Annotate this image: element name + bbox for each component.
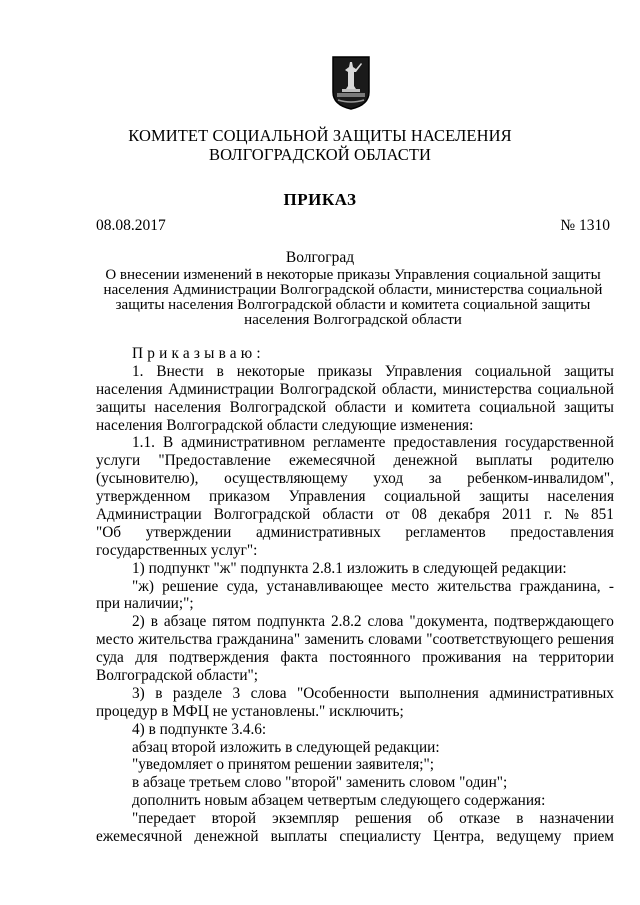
body-text: при наличии;"; xyxy=(96,595,194,613)
body-word: жительства xyxy=(437,577,512,595)
body-text: 4) в подпункте 3.4.6: xyxy=(132,720,267,738)
body-word: Волгоградской xyxy=(213,506,311,524)
body-line xyxy=(96,542,614,560)
body-word: защиты xyxy=(564,398,614,416)
body-word: ежемесячной xyxy=(96,828,183,846)
body-text: государственных услуг": xyxy=(96,541,258,559)
body-word: 1.1. xyxy=(132,434,155,452)
body-word: Центра, xyxy=(433,828,485,846)
subject-line: населения Волгоградской области xyxy=(244,312,462,328)
order-city: Волгоград xyxy=(285,249,355,266)
body-line xyxy=(96,828,614,846)
body-word: утверждении xyxy=(145,523,232,541)
order-date: 08.08.2017 xyxy=(96,217,166,234)
order-subject xyxy=(96,268,610,328)
body-text: процедур в МФЦ не установлены." исключить; xyxy=(96,702,404,720)
body-word: суда xyxy=(96,649,124,667)
body-word: социальной xyxy=(474,362,552,380)
body-word: "передает xyxy=(132,810,196,828)
body-word: для xyxy=(135,649,158,667)
body-word: населения xyxy=(96,380,163,398)
body-word: слова xyxy=(367,613,404,631)
body-word: Администрации xyxy=(168,380,274,398)
body-line xyxy=(96,363,614,381)
body-word: назначении xyxy=(539,810,614,828)
body-word: проживания xyxy=(422,649,502,667)
body-word: некоторые xyxy=(236,362,305,380)
body-word: предоставления xyxy=(393,434,497,452)
body-word: ежемесячной xyxy=(288,452,376,470)
body-word: в xyxy=(216,362,224,380)
body-word: гражданина" xyxy=(216,631,301,649)
body-word: в xyxy=(155,684,163,702)
body-word: административном xyxy=(181,434,305,452)
body-word: решение xyxy=(162,577,219,595)
body-word: области, xyxy=(381,380,437,398)
body-text: абзац второй изложить в следующей редакции: xyxy=(132,738,440,756)
body-word: "Об xyxy=(96,523,122,541)
body-word: решения xyxy=(557,631,614,649)
body-word: 3 xyxy=(232,684,241,702)
body-word: 08 xyxy=(411,506,427,524)
body-line xyxy=(96,488,614,506)
body-word: Волгоградской xyxy=(279,380,377,398)
body-word: приказом xyxy=(209,488,271,506)
body-word: населения xyxy=(154,398,221,416)
body-word: абзаце xyxy=(163,613,207,631)
body-word: области xyxy=(334,398,387,416)
body-word: утвержденном xyxy=(96,488,191,506)
body-word: словами xyxy=(368,631,422,649)
body-word: "Предоставление xyxy=(158,452,271,470)
body-word: слова xyxy=(250,684,287,702)
body-word: в xyxy=(516,810,524,828)
body-word: экземпляр xyxy=(272,810,339,828)
body-text: дополнить новым абзацем четвертым следующего содержания: xyxy=(132,792,546,810)
committee-name-line2: ВОЛГОГРАДСКОЙ ОБЛАСТИ xyxy=(208,145,432,164)
body-word: на xyxy=(512,649,528,667)
body-word: за xyxy=(428,470,442,488)
body-word: суда, xyxy=(226,577,259,595)
body-line xyxy=(96,524,614,542)
body-word: "документа, xyxy=(409,613,488,631)
body-word: осуществляющему xyxy=(224,470,348,488)
body-word: разделе xyxy=(172,684,223,702)
body-word: ведущему xyxy=(496,828,562,846)
body-word: Администрации xyxy=(96,506,202,524)
body-word: территории xyxy=(538,649,614,667)
body-word: 851 xyxy=(590,506,614,524)
body-word: выплаты xyxy=(270,828,328,846)
body-word: - xyxy=(608,577,614,595)
prikazyvayu-heading: Приказываю: xyxy=(132,345,265,362)
body-word: "ж) xyxy=(132,577,154,595)
body-word: денежной xyxy=(393,452,458,470)
body-word: 3) xyxy=(132,684,145,702)
order-title: ПРИКАЗ xyxy=(283,190,357,209)
body-word: министерства xyxy=(442,380,532,398)
body-word: постоянного xyxy=(329,649,411,667)
body-text: в абзаце третьем слово "второй" заменить словом "один"; xyxy=(132,774,508,792)
body-word: Волгоградской xyxy=(229,398,327,416)
body-word: родителю xyxy=(550,452,614,470)
body-word: решения xyxy=(355,810,412,828)
body-word: г. xyxy=(543,506,553,524)
body-word: комитета xyxy=(411,398,471,416)
body-word: гражданина, xyxy=(519,577,601,595)
body-word: выплаты xyxy=(475,452,533,470)
body-word: "соответствующего xyxy=(426,631,554,649)
body-word: второй xyxy=(211,810,257,828)
body-line xyxy=(96,452,614,470)
body-word: 2) xyxy=(132,613,145,631)
body-word: об xyxy=(427,810,444,828)
body-line xyxy=(96,613,614,631)
body-word: Управления xyxy=(384,362,462,380)
body-word: Внести xyxy=(156,362,204,380)
body-word: устанавливающее xyxy=(266,577,383,595)
body-word: защиты xyxy=(96,398,146,416)
body-line xyxy=(96,381,614,399)
body-text: 1) подпункт "ж" подпункта 2.8.1 изложить в следующей редакции: xyxy=(132,559,567,577)
body-word: регламенте xyxy=(312,434,386,452)
body-line xyxy=(96,649,614,667)
body-word: место xyxy=(391,577,429,595)
body-line xyxy=(96,399,614,417)
subject-line: населения Администрации Волгоградской области, министерства социальной xyxy=(103,282,603,298)
body-line xyxy=(96,506,614,524)
body-word: отказе xyxy=(459,810,501,828)
body-text: Волгоградской области"; xyxy=(96,667,259,685)
body-line xyxy=(96,434,614,452)
body-word: социальной xyxy=(537,380,614,398)
body-word: "Особенности xyxy=(297,684,390,702)
body-line xyxy=(96,417,614,435)
body-word: 2011 xyxy=(501,506,532,524)
body-word: уход xyxy=(373,470,404,488)
body-line xyxy=(96,578,614,596)
body-word: административных xyxy=(256,523,381,541)
body-line xyxy=(96,470,614,488)
body-word: факта xyxy=(280,649,318,667)
body-line xyxy=(96,810,614,828)
body-word: заменить xyxy=(304,631,364,649)
body-word: № xyxy=(564,506,579,524)
order-body xyxy=(96,345,614,846)
body-word: пятом xyxy=(212,613,251,631)
body-word: социальной xyxy=(384,488,461,506)
body-word: ребенком-инвалидом", xyxy=(467,470,614,488)
body-line xyxy=(96,721,614,739)
body-line xyxy=(96,667,614,685)
body-word: приказы xyxy=(317,362,372,380)
subject-line: защиты населения Волгоградской области и комитета социальной защиты xyxy=(115,297,591,313)
body-line xyxy=(96,739,614,757)
body-line xyxy=(96,774,614,792)
body-line xyxy=(96,560,614,578)
body-line xyxy=(96,703,614,721)
body-word: защиты xyxy=(479,488,529,506)
body-word: защиты xyxy=(564,362,614,380)
body-word: подпункта xyxy=(256,613,326,631)
body-word: населения xyxy=(547,488,614,506)
body-word: место xyxy=(96,631,134,649)
body-line xyxy=(96,756,614,774)
body-word: административных xyxy=(489,684,614,702)
body-word: услуги xyxy=(96,452,141,470)
body-line xyxy=(96,685,614,703)
committee-name-line1: КОМИТЕТ СОЦИАЛЬНОЙ ЗАЩИТЫ НАСЕЛЕНИЯ xyxy=(128,126,512,145)
body-word: от xyxy=(385,506,400,524)
body-word: (усыновителю), xyxy=(96,470,199,488)
body-word: 2.8.2 xyxy=(330,613,362,631)
body-text: "уведомляет о принятом решении заявителя;"; xyxy=(132,756,435,774)
body-word: выполнения xyxy=(399,684,479,702)
body-word: и xyxy=(394,398,403,416)
body-word: регламентов xyxy=(405,523,486,541)
body-word: Управления xyxy=(288,488,366,506)
body-word: декабря xyxy=(438,506,490,524)
body-word: прием xyxy=(573,828,614,846)
body-word: денежной xyxy=(194,828,259,846)
body-word: В xyxy=(162,434,174,452)
body-text: населения Волгоградской области следующие изменения: xyxy=(96,416,474,434)
body-word: подтверждения xyxy=(169,649,269,667)
body-word: специалисту xyxy=(339,828,422,846)
body-word: государственной xyxy=(504,434,614,452)
body-line xyxy=(96,631,614,649)
body-word: социальной xyxy=(479,398,556,416)
order-number: № 1310 xyxy=(560,217,610,234)
volgograd-coat-of-arms-icon xyxy=(332,56,370,110)
body-line xyxy=(96,792,614,810)
body-word: жительства xyxy=(138,631,213,649)
body-word: области xyxy=(322,506,374,524)
body-word: подтверждающего xyxy=(493,613,614,631)
subject-line: О внесении изменений в некоторые приказы Управления социальной защиты xyxy=(105,267,601,283)
body-word: 1. xyxy=(132,362,144,380)
body-word: предоставления xyxy=(510,523,614,541)
body-line xyxy=(96,595,614,613)
body-word: в xyxy=(150,613,158,631)
